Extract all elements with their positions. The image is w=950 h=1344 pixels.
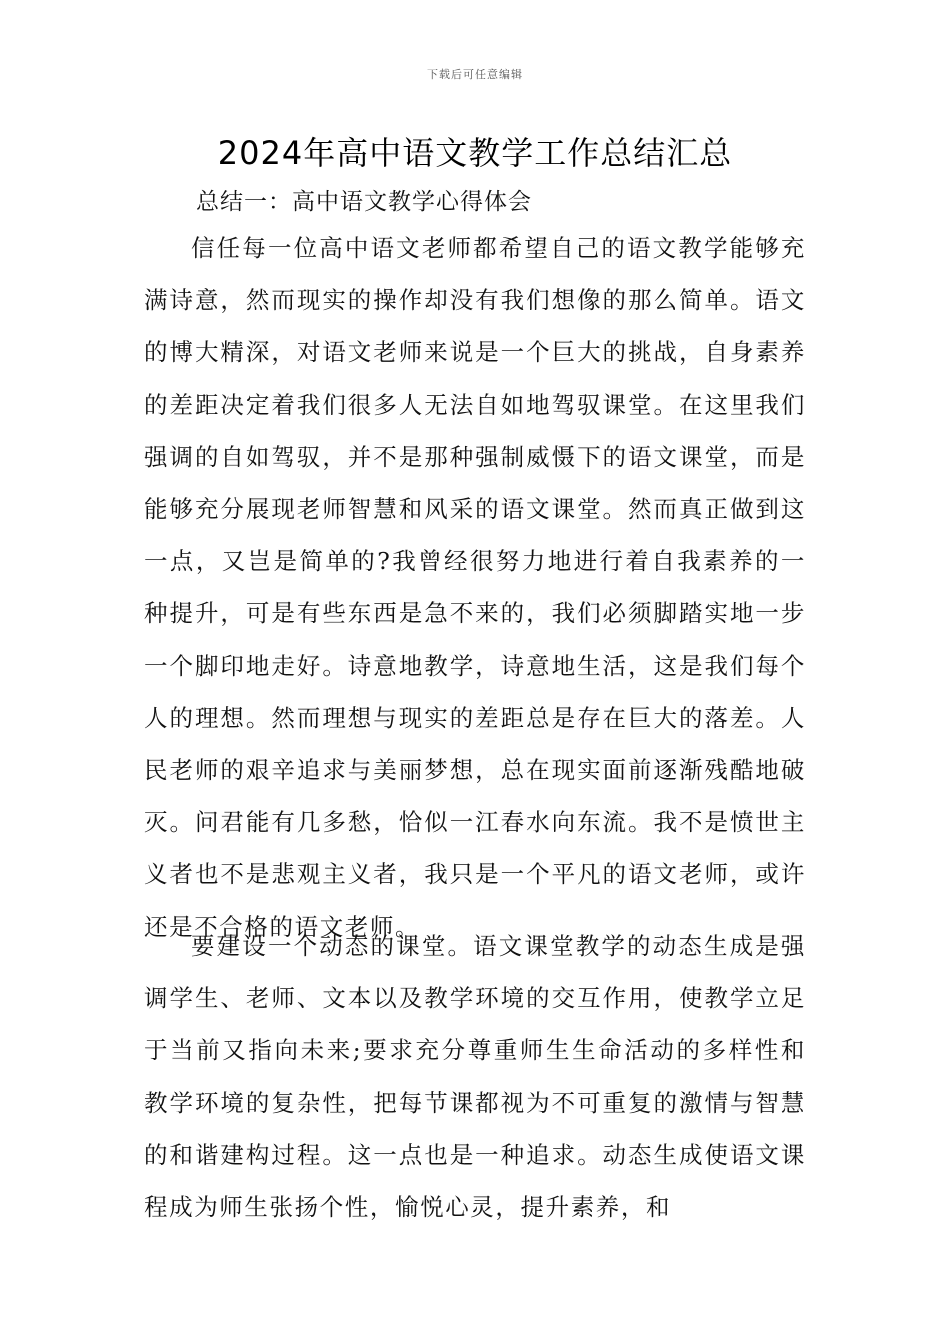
body-paragraph-2: 要建设一个动态的课堂。语文课堂教学的动态生成是强调学生、老师、文本以及教学环境的交互作用，使教学立足于当前又指向未来;要求充分尊重师生生命活动的多样性和教学环境的复杂性，把每节课都视为不可重复的激情与智慧的和谐建构过程。这一点也是一种追求。动态生成使语文课程成为师生张扬个性，愉悦心灵，提升素养，和 xyxy=(144,932,806,1222)
body-paragraph-1: 信任每一位高中语文老师都希望自己的语文教学能够充满诗意，然而现实的操作却没有我们想像的那么简单。语文的博大精深，对语文老师来说是一个巨大的挑战，自身素养的差距决定着我们很多人无法自如地驾驭课堂。在这里我们强调的自如驾驭，并不是那种强制威慑下的语文课堂，而是能够充分展现老师智慧和风采的语文课堂。然而真正做到这一点，又岂是简单的?我曾经很努力地进行着自我素养的一种提升，可是有些东西是急不来的，我们必须脚踏实地一步一个脚印地走好。诗意地教学，诗意地生活，这是我们每个人的理想。然而理想与现实的差距总是存在巨大的落差。人民老师的艰辛追求与美丽梦想，总在现实面前逐渐残酷地破灭。问君能有几多愁，恰似一江春水向东流。我不是愤世主义者也不是悲观主义者，我只是一个平凡的语文老师，或许还是不合格的语文老师。 xyxy=(144,234,806,941)
document-title: 2024年高中语文教学工作总结汇总 xyxy=(217,134,733,172)
section-heading: 总结一：高中语文教学心得体会 xyxy=(196,189,532,215)
header-note: 下载后可任意编辑 xyxy=(427,68,523,81)
